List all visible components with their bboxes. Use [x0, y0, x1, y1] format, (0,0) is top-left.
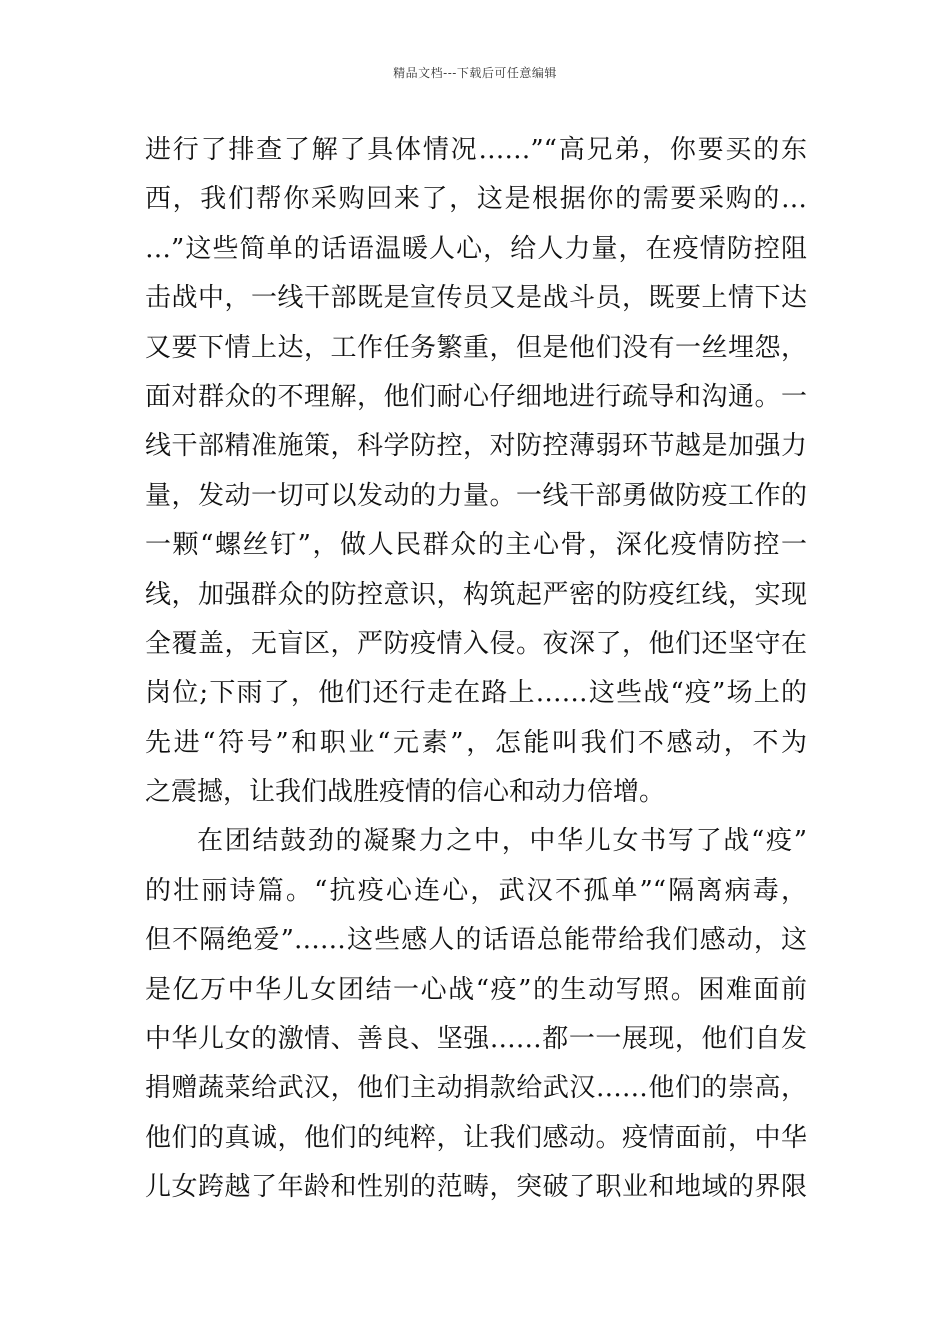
text-line: 击战中，一线干部既是宣传员又是战斗员，既要上情下达 [145, 283, 807, 314]
text-line: 线干部精准施策，科学防控，对防控薄弱环节越是加强力 [145, 431, 807, 462]
text-line: 先进“符号”和职业“元素”，怎能叫我们不感动，不为 [145, 727, 807, 758]
text-line: 西，我们帮你采购回来了，这是根据你的需要采购的… [145, 184, 807, 215]
text-line: 全覆盖，无盲区，严防疫情入侵。夜深了，他们还坚守在 [145, 628, 807, 659]
text-line: 是亿万中华儿女团结一心战“疫”的生动写照。困难面前 [145, 974, 807, 1005]
text-line: 的壮丽诗篇。“抗疫心连心，武汉不孤单”“隔离病毒， [145, 875, 807, 906]
text-line: 面对群众的不理解，他们耐心仔细地进行疏导和沟通。一 [145, 381, 807, 412]
text-line: 中华儿女的激情、善良、坚强……都一一展现，他们自发 [145, 1024, 807, 1055]
text-line: …”这些简单的话语温暖人心，给人力量，在疫情防控阻 [145, 233, 807, 264]
page-header: 精品文档---下载后可任意编辑 [393, 66, 557, 80]
body-text [145, 126, 807, 1213]
text-line: 量，发动一切可以发动的力量。一线干部勇做防疫工作的 [145, 480, 807, 511]
text-line: 岗位;下雨了，他们还行走在路上……这些战“疫”场上的 [145, 678, 807, 709]
paragraph-last-line: 之震撼，让我们战胜疫情的信心和动力倍增。 [145, 777, 666, 808]
text-line: 线，加强群众的防控意识，构筑起严密的防疫红线，实现 [145, 579, 807, 610]
text-line: 儿女跨越了年龄和性别的范畴，突破了职业和地域的界限 [145, 1172, 807, 1203]
text-line: 进行了排查了解了具体情况……”“高兄弟，你要买的东 [145, 135, 807, 165]
text-line: 但不隔绝爱”……这些感人的话语总能带给我们感动，这 [145, 925, 807, 956]
text-line: 又要下情上达，工作任务繁重，但是他们没有一丝埋怨， [145, 332, 807, 363]
text-line: 一颗“螺丝钉”，做人民群众的主心骨，深化疫情防控一 [145, 530, 807, 561]
text-line: 他们的真诚，他们的纯粹，让我们感动。疫情面前，中华 [145, 1122, 807, 1153]
paragraph-first-line: 在团结鼓劲的凝聚力之中，中华儿女书写了战“疫” [197, 826, 807, 857]
text-line: 捐赠蔬菜给武汉，他们主动捐款给武汉……他们的崇高， [145, 1073, 807, 1104]
